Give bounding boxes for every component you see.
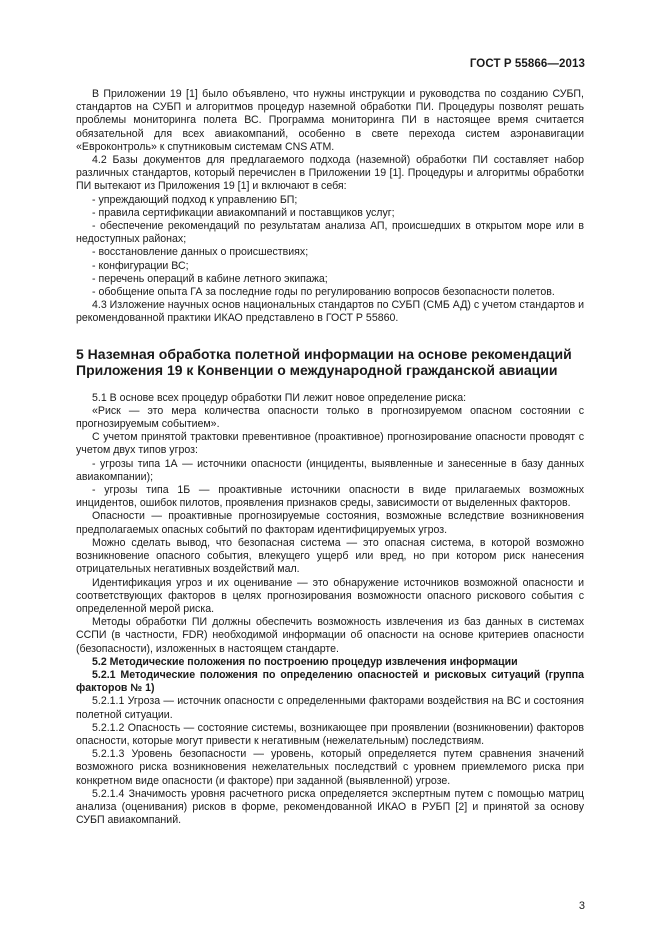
paragraph: Опасности — проактивные прогнозируемые состояния, возможные вследствие возникновения предполагаемых опасных событий по факторам идентифицируемых угроз. [76,510,584,536]
list-item: - упреждающий подход к управлению БП; [92,193,298,206]
paragraph: В Приложении 19 [1] было объявлено, что нужны инструкции и руководства по созданию СУБП, стандартов на СУБП и алгоритмов процедур наземной обработки ПИ. Процедуры позволят решать проблемы мониторинга полета ВС. Программа мониторинга ПИ в настоящее время считается обязательной для всех авиакомпаний, особенно в свете перехода систем аэронавигации «Евроконтроль» к спутниковым системам CNS ATM. [76,88,584,153]
subsection-heading: 5.2.1 Методические положения по определению опасностей и рисковых ситуаций (группа факторов № 1) [76,668,584,695]
paragraph: Методы обработки ПИ должны обеспечить возможность извлечения из баз данных в системах ССПИ (в частности, FDR) необходимой информации об опасности на основе критериев опасности (безопасности), изложенных в настоящем стандарте. [76,616,584,655]
paragraph: «Риск — это мера количества опасности только в прогнозируемом опасном состоянии с прогнозируемым событием». [76,404,584,431]
paragraph: 5.2.1.3 Уровень безопасности — уровень, который определяется путем сравнения значений возможного риска возникновения нежелательных последствий с уровнем приемлемого риска при конкретном виде опасности (и факторе) при заданной (выявленной) угрозе. [76,748,584,787]
paragraph: 5.2.1.4 Значимость уровня расчетного риска определяется экспертным путем с помощью матриц анализа (оценивания) рисков в форме, рекомендованной ИКАО в РУБП [2] и принятой за основу СУБП авиакомпаний. [76,787,584,827]
paragraph: 4.3 Изложение научных основ национальных стандартов по СУБП (СМБ АД) с учетом стандартов и рекомендованной практики ИКАО представлено в ГОСТ Р 55860. [76,299,584,325]
document-body [76,88,584,827]
paragraph: Идентификация угроз и их оценивание — это обнаружение источников возможной опасности и соответствующих факторов в целях прогнозирования возможности опасного рискового события с определенной мерой риска. [76,576,584,615]
paragraph: 5.1 В основе всех процедур обработки ПИ лежит новое определение риска: [92,391,467,404]
paragraph: 5.2.1.1 Угроза — источник опасности с определенными факторами воздействия на ВС и состояния полетной ситуации. [76,695,584,721]
list-item: - обобщение опыта ГА за последние годы по регулированию вопросов безопасности полетов. [92,286,555,299]
list-item: - конфигурации ВС; [92,259,189,272]
list-item: - правила сертификации авиакомпаний и поставщиков услуг; [92,206,395,219]
standard-code-header: ГОСТ Р 55866—2013 [469,58,585,70]
list-item: - перечень операций в кабине летного экипажа; [92,272,328,285]
subsection-heading: 5.2 Методические положения по построению процедур извлечения информации [92,655,518,668]
paragraph: - угрозы типа 1А — источники опасности (инциденты, выявленные и занесенные в базу данных авиакомпании); [76,457,584,483]
paragraph: Можно сделать вывод, что безопасная система — это опасная система, в которой возможно возникновение опасного события, влекущего ущерб или вред, но при котором риск нанесения отрицательных негативных воздействий мал. [76,536,584,576]
list-item: - обеспечение рекомендаций по результатам анализа АП, происшедших в открытом море или в недоступных районах; [76,220,584,246]
list-item: - восстановление данных о происшествиях; [92,246,309,259]
paragraph: 4.2 Базы документов для предлагаемого подхода (наземной) обработки ПИ составляет набор различных стандартов, который перечислен в Приложении 19 [1]. Процедуры и алгоритмы обработки ПИ вытекают из Приложения 19 [1] и включают в себя: [76,154,584,193]
paragraph: - угрозы типа 1Б — проактивные источники опасности в виде прилагаемых возможных инцидентов, ошибок пилотов, проявления признаков среды, зависимости от выделенных факторов. [76,484,584,510]
paragraph: 5.2.1.2 Опасность — состояние системы, возникающее при проявлении (возникновении) факторов опасности, которые могут привести к негативным (нежелательным) последствиям. [76,721,584,747]
section-heading: 5 Наземная обработка полетной информации на основе рекомендаций Приложения 19 к Конвенции о международной гражданской авиации [76,345,572,379]
page-number: 3 [578,900,585,912]
paragraph: С учетом принятой трактовки превентивное (проактивное) прогнозирование опасности проводят с учетом двух типов угроз: [76,431,584,457]
